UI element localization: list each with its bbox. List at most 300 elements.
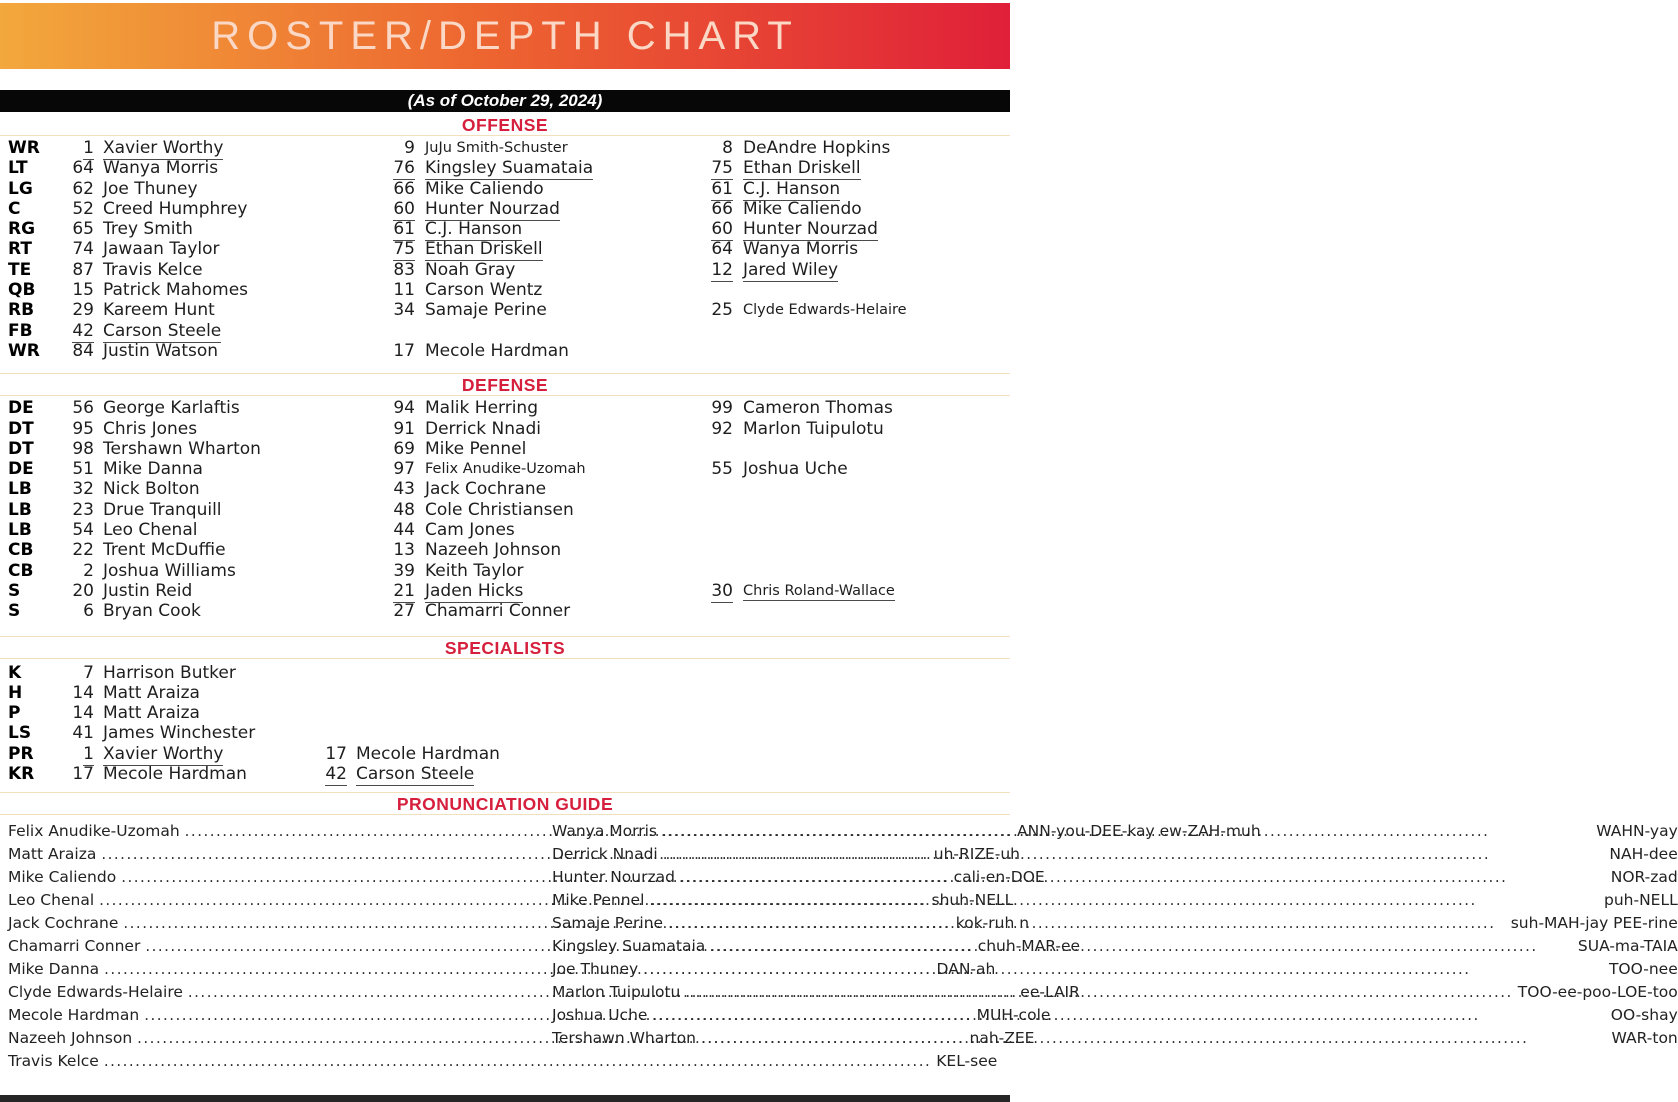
jersey-number-text: 66: [393, 178, 415, 199]
jersey-number-text: 94: [393, 398, 415, 419]
depth-row: [0, 199, 1010, 219]
player-name-text: Mecole Hardman: [356, 743, 500, 764]
position-label: C: [8, 198, 21, 219]
depth-row: [0, 300, 1010, 320]
jersey-number: [687, 219, 733, 239]
pronunciation-entry: [552, 889, 1678, 912]
player-name: [94, 663, 301, 683]
player-name: [733, 561, 1010, 581]
player-name: [415, 398, 687, 418]
jersey-number: [371, 398, 415, 418]
jersey-number-text: 42: [325, 764, 347, 785]
depth-row: [0, 219, 1010, 239]
depth-rows: [0, 396, 1010, 621]
player-name: [415, 158, 687, 178]
player-name-text: Tershawn Wharton: [103, 438, 261, 459]
pronunciation-player-name: Nazeeh Johnson: [8, 1029, 133, 1048]
jersey-number-text: 12: [711, 259, 733, 280]
pronunciation-entry: [552, 843, 1678, 866]
jersey-number: [56, 138, 94, 158]
jersey-number-text: 83: [393, 259, 415, 280]
player-name: [415, 341, 687, 361]
player-name: [94, 520, 371, 540]
player-name-text: Carson Wentz: [425, 280, 543, 301]
leader-dots: [701, 1027, 1607, 1050]
pronunciation-columns: [0, 815, 1678, 1073]
depth-row: [0, 744, 1010, 764]
jersey-number: [687, 601, 733, 621]
jersey-number: [371, 540, 415, 560]
player-name-text: Nazeeh Johnson: [425, 540, 562, 561]
player-name: [347, 764, 1010, 784]
position-label: K: [8, 662, 22, 683]
player-name-text: Xavier Worthy: [103, 743, 224, 764]
player-name-text: Trey Smith: [103, 219, 193, 240]
player-name-text: Ethan Driskell: [425, 239, 543, 260]
player-name-text: Jawaan Taylor: [103, 239, 220, 260]
jersey-number: [687, 500, 733, 520]
jersey-number: [56, 479, 94, 499]
player-name-text: Xavier Worthy: [103, 138, 224, 158]
jersey-number-text: 6: [83, 601, 94, 622]
pronunciation-player-name: Matt Araiza: [8, 845, 97, 864]
player-name-text: Keith Taylor: [425, 560, 524, 581]
jersey-number-text: 34: [393, 300, 415, 321]
player-name-text: Joe Thuney: [103, 178, 198, 199]
position-label: DE: [8, 459, 34, 480]
banner: [0, 3, 1010, 69]
jersey-number: [687, 300, 733, 320]
player-name: [347, 723, 1010, 743]
pronunciation-text: TOO-nee: [1608, 960, 1678, 979]
jersey-number-text: 30: [711, 580, 733, 601]
pronunciation-player-name: Jack Cochrane: [8, 914, 119, 933]
jersey-number-text: 99: [711, 398, 733, 419]
pronunciation-text: KEL-see: [936, 1052, 998, 1071]
jersey-number: [301, 723, 347, 743]
player-name: [94, 764, 301, 784]
player-name-text: Clyde Edwards-Helaire: [743, 302, 907, 319]
player-name-text: Trent McDuffie: [103, 540, 226, 561]
position-label: LB: [8, 479, 32, 500]
jersey-number: [56, 321, 94, 341]
player-name-text: C.J. Hanson: [743, 178, 841, 199]
jersey-number-text: 76: [393, 158, 415, 179]
jersey-number-text: 2: [83, 560, 94, 581]
player-name: [94, 459, 371, 479]
leader-dots: [685, 981, 1512, 1004]
depth-rows: [0, 659, 1010, 785]
jersey-number: [56, 158, 94, 178]
player-name-text: George Karlaftis: [103, 398, 240, 419]
pronunciation-player-name: Chamarri Conner: [8, 937, 141, 956]
depth-row: [0, 601, 1010, 621]
jersey-number-text: 92: [711, 418, 733, 439]
jersey-number-text: 64: [711, 239, 733, 260]
section-divider-line: [0, 636, 1010, 637]
player-name-text: Drue Tranquill: [103, 499, 222, 520]
player-name-text: Chamarri Conner: [425, 601, 571, 622]
position-label: QB: [8, 280, 36, 301]
position-label: LB: [8, 520, 32, 541]
player-name: [94, 341, 371, 361]
pronunciation-text: suh-MAH-jay PEE-rine: [1510, 914, 1678, 933]
jersey-number-text: 48: [393, 499, 415, 520]
jersey-number: [56, 239, 94, 259]
jersey-number: [56, 398, 94, 418]
jersey-number-text: 61: [393, 219, 415, 240]
jersey-number: [56, 540, 94, 560]
player-name: [415, 219, 687, 239]
pronunciation-text: OO-shay: [1610, 1006, 1678, 1025]
player-name: [415, 419, 687, 439]
player-name: [415, 321, 687, 341]
jersey-number: [56, 764, 94, 784]
player-name: [415, 260, 687, 280]
jersey-number-text: 52: [72, 198, 94, 219]
player-name-text: Jared Wiley: [743, 259, 839, 280]
position-label: LT: [8, 158, 28, 179]
player-name-text: Chris Roland-Wallace: [743, 582, 895, 599]
jersey-number-text: 44: [393, 520, 415, 541]
jersey-number-text: 65: [72, 219, 94, 240]
pronunciation-player-name: Hunter Nourzad: [552, 868, 675, 887]
jersey-number: [371, 239, 415, 259]
pronunciation-text: kok-ruh n: [955, 914, 1030, 933]
jersey-number: [371, 280, 415, 300]
jersey-number: [371, 219, 415, 239]
jersey-number: [56, 459, 94, 479]
depth-row: [0, 158, 1010, 178]
player-name: [94, 199, 371, 219]
depth-row: [0, 439, 1010, 459]
depth-row: [0, 341, 1010, 361]
jersey-number: [56, 179, 94, 199]
position-label: TE: [8, 259, 32, 280]
position-label: LS: [8, 723, 32, 744]
jersey-number: [56, 663, 94, 683]
player-name: [415, 581, 687, 601]
jersey-number-text: 61: [711, 178, 733, 199]
pronunciation-entry: [552, 935, 1678, 958]
jersey-number: [56, 300, 94, 320]
player-name: [94, 179, 371, 199]
player-name-text: Cole Christiansen: [425, 499, 574, 520]
leader-dots: [649, 889, 1599, 912]
player-name: [415, 561, 687, 581]
player-name-text: Matt Araiza: [103, 682, 200, 703]
pronunciation-entry: [552, 1027, 1678, 1050]
player-name-text: Mike Caliendo: [425, 178, 544, 199]
jersey-number: [371, 199, 415, 219]
jersey-number: [56, 581, 94, 601]
jersey-number: [56, 601, 94, 621]
player-name: [733, 179, 1010, 199]
jersey-number: [56, 723, 94, 743]
leader-dots: [643, 958, 1604, 981]
jersey-number-text: 69: [393, 438, 415, 459]
jersey-number: [687, 199, 733, 219]
player-name: [733, 520, 1010, 540]
jersey-number: [687, 138, 733, 158]
player-name-text: Bryan Cook: [103, 601, 201, 622]
jersey-number-text: 97: [393, 459, 415, 480]
section-title: OFFENSE: [461, 115, 549, 135]
jersey-number: [56, 219, 94, 239]
player-name-text: Carson Steele: [356, 764, 475, 785]
player-name: [347, 703, 1010, 723]
depth-rows: [0, 136, 1010, 361]
pronunciation-entry: [8, 1050, 998, 1073]
jersey-number: [687, 239, 733, 259]
jersey-number-text: 75: [393, 239, 415, 260]
player-name: [94, 683, 301, 703]
depth-row: [0, 581, 1010, 601]
player-name: [733, 199, 1010, 219]
jersey-number-text: 11: [393, 280, 415, 301]
jersey-number-text: 1: [83, 743, 94, 764]
jersey-number-text: 64: [72, 158, 94, 179]
pronunciation-entry: [552, 866, 1678, 889]
jersey-number-text: 56: [72, 398, 94, 419]
position-label: H: [8, 682, 23, 703]
leader-dots: [662, 820, 1591, 843]
jersey-number: [687, 260, 733, 280]
depth-row: [0, 459, 1010, 479]
jersey-number-text: 60: [711, 219, 733, 240]
pronunciation-player-name: Mike Pennel: [552, 891, 645, 910]
pronunciation-text: cali-en-DOE: [953, 868, 1045, 887]
pronunciation-player-name: Mike Caliendo: [8, 868, 117, 887]
pronunciation-player-name: Felix Anudike-Uzomah: [8, 822, 180, 841]
player-name-text: Justin Watson: [103, 340, 219, 361]
jersey-number: [56, 280, 94, 300]
jersey-number: [371, 459, 415, 479]
jersey-number: [56, 341, 94, 361]
depth-row: [0, 138, 1010, 158]
section-offense: [0, 115, 1010, 361]
player-name: [94, 300, 371, 320]
player-name-text: Malik Herring: [425, 398, 538, 419]
jersey-number-text: 17: [393, 340, 415, 361]
player-name: [733, 321, 1010, 341]
section-title: DEFENSE: [461, 375, 549, 396]
player-name: [733, 479, 1010, 499]
pronunciation-entry: [552, 958, 1678, 981]
player-name-text: DeAndre Hopkins: [743, 138, 891, 158]
player-name: [415, 239, 687, 259]
depth-row: [0, 723, 1010, 743]
jersey-number: [687, 439, 733, 459]
position-label: CB: [8, 560, 34, 581]
player-name-text: Noah Gray: [425, 259, 516, 280]
player-name: [415, 520, 687, 540]
player-name: [94, 703, 301, 723]
jersey-number: [687, 419, 733, 439]
pronunciation-text: ANN-you-DEE-kay ew-ZAH-muh: [1017, 822, 1261, 841]
jersey-number-text: 25: [711, 300, 733, 321]
jersey-number: [301, 663, 347, 683]
jersey-number-text: 74: [72, 239, 94, 260]
pronunciation-player-name: Joshua Uche: [552, 1006, 648, 1025]
jersey-number-text: 29: [72, 300, 94, 321]
depth-row: [0, 663, 1010, 683]
jersey-number: [371, 439, 415, 459]
depth-row: [0, 398, 1010, 418]
player-name: [94, 321, 371, 341]
pronunciation-text: SUA-ma-TAIA: [1577, 937, 1678, 956]
jersey-number: [301, 764, 347, 784]
page-title: ROSTER/DEPTH CHART: [211, 13, 799, 58]
depth-row: [0, 321, 1010, 341]
player-name-text: Ethan Driskell: [743, 158, 861, 179]
jersey-number: [371, 260, 415, 280]
position-label: WR: [8, 340, 40, 361]
pronunciation-text: WAHN-yay: [1596, 822, 1678, 841]
jersey-number-text: 8: [722, 138, 733, 158]
player-name-text: Jaden Hicks: [425, 580, 524, 601]
jersey-number: [56, 703, 94, 723]
pronunciation-text: MUH-cole: [976, 1006, 1051, 1025]
jersey-number-text: 51: [72, 459, 94, 480]
jersey-number: [687, 158, 733, 178]
jersey-number: [371, 179, 415, 199]
position-label: LG: [8, 178, 33, 199]
jersey-number-text: 7: [83, 662, 94, 683]
depth-row: [0, 520, 1010, 540]
jersey-number: [56, 260, 94, 280]
player-name-text: Derrick Nnadi: [425, 418, 541, 439]
jersey-number-text: 91: [393, 418, 415, 439]
player-name-text: Cameron Thomas: [743, 398, 893, 419]
player-name-text: James Winchester: [103, 723, 256, 744]
jersey-number: [687, 179, 733, 199]
player-name: [733, 138, 1010, 158]
player-name-text: Mike Danna: [103, 459, 203, 480]
player-name: [94, 219, 371, 239]
position-label: RB: [8, 300, 35, 321]
player-name: [347, 663, 1010, 683]
player-name-text: C.J. Hanson: [425, 219, 523, 240]
pronunciation-text: TOO-ee-poo-LOE-too: [1517, 983, 1678, 1002]
player-name-text: Hunter Nourzad: [743, 219, 878, 240]
pronunciation-entry: [552, 981, 1678, 1004]
depth-row: [0, 479, 1010, 499]
jersey-number-text: 17: [325, 743, 347, 764]
player-name-text: Mike Pennel: [425, 438, 527, 459]
player-name: [415, 199, 687, 219]
player-name: [94, 439, 371, 459]
depth-row: [0, 419, 1010, 439]
position-label: KR: [8, 764, 35, 785]
player-name: [733, 500, 1010, 520]
jersey-number: [371, 341, 415, 361]
depth-row: [0, 540, 1010, 560]
depth-row: [0, 239, 1010, 259]
jersey-number: [301, 703, 347, 723]
player-name: [733, 280, 1010, 300]
pronunciation-entry: [552, 912, 1678, 935]
section-title: SPECIALISTS: [444, 637, 566, 658]
jersey-number: [371, 479, 415, 499]
player-name: [415, 500, 687, 520]
jersey-number: [56, 439, 94, 459]
depth-row: [0, 683, 1010, 703]
jersey-number-text: 54: [72, 520, 94, 541]
pronunciation-text: NAH-dee: [1609, 845, 1678, 864]
player-name: [347, 744, 1010, 764]
player-name-text: Travis Kelce: [103, 259, 203, 280]
player-name: [733, 398, 1010, 418]
leader-dots: [663, 843, 1605, 866]
jersey-number-text: 87: [72, 259, 94, 280]
depth-row: [0, 561, 1010, 581]
depth-row: [0, 179, 1010, 199]
player-name: [415, 439, 687, 459]
player-name: [94, 540, 371, 560]
jersey-number: [687, 459, 733, 479]
pronunciation-column-right: [552, 820, 1678, 1073]
jersey-number-text: 43: [393, 479, 415, 500]
player-name-text: Wanya Morris: [743, 239, 859, 260]
jersey-number-text: 84: [72, 340, 94, 361]
player-name: [733, 300, 1010, 320]
pronunciation-guide: [0, 792, 1678, 1073]
jersey-number: [687, 540, 733, 560]
jersey-number: [371, 500, 415, 520]
player-name: [415, 179, 687, 199]
pronunciation-entry: [552, 1004, 1678, 1027]
pronunciation-player-name: Clyde Edwards-Helaire: [8, 983, 183, 1002]
pronunciation-text: nah-ZEE: [969, 1029, 1035, 1048]
jersey-number: [56, 520, 94, 540]
jersey-number: [687, 398, 733, 418]
pronunciation-player-name: Wanya Morris: [552, 822, 657, 841]
player-name-text: Creed Humphrey: [103, 198, 248, 219]
as-of-date: (As of October 29, 2024): [407, 91, 603, 110]
position-label: DT: [8, 418, 34, 439]
position-label: FB: [8, 320, 33, 341]
player-name-text: Jack Cochrane: [425, 479, 547, 500]
jersey-number-text: 55: [711, 459, 733, 480]
position-label: PR: [8, 743, 34, 764]
depth-row: [0, 703, 1010, 723]
jersey-number: [56, 561, 94, 581]
jersey-number: [56, 419, 94, 439]
player-name-text: Joshua Uche: [743, 459, 848, 480]
player-name: [733, 341, 1010, 361]
player-name: [415, 280, 687, 300]
player-name-text: Mecole Hardman: [425, 340, 569, 361]
pronunciation-player-name: Marlon Tuipulotu: [552, 983, 681, 1002]
player-name: [733, 419, 1010, 439]
position-label: RT: [8, 239, 32, 260]
jersey-number: [56, 199, 94, 219]
player-name: [733, 239, 1010, 259]
jersey-number-text: 14: [72, 682, 94, 703]
depth-row: [0, 280, 1010, 300]
jersey-number: [301, 683, 347, 703]
depth-row: [0, 500, 1010, 520]
player-name: [94, 500, 371, 520]
player-name: [415, 138, 687, 158]
player-name: [415, 300, 687, 320]
player-name: [733, 439, 1010, 459]
jersey-number-text: 95: [72, 418, 94, 439]
jersey-number: [56, 683, 94, 703]
section-divider-line: [0, 792, 1010, 793]
jersey-number-text: 62: [72, 178, 94, 199]
